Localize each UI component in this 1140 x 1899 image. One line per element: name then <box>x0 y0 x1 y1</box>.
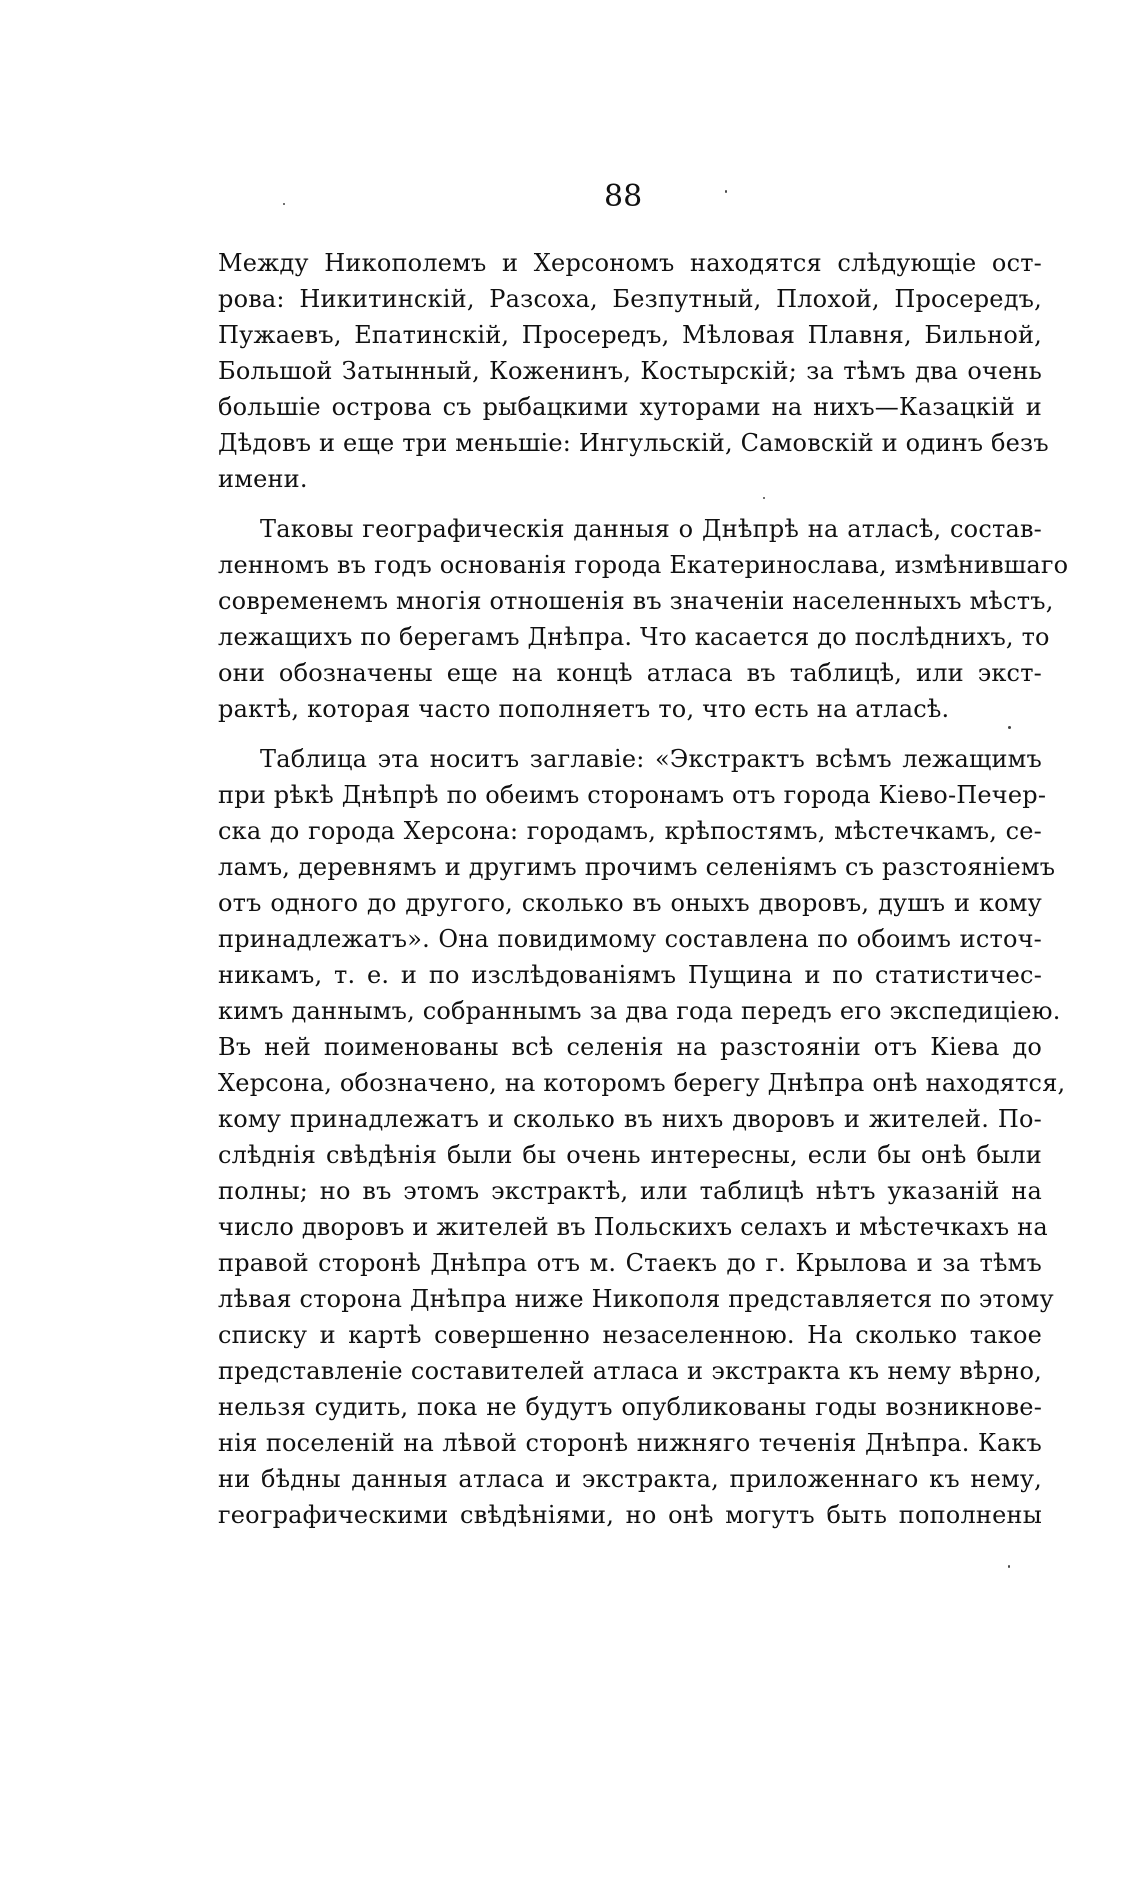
text-line: кому принадлежатъ и сколько въ нихъ дворовъ и жителей. По- <box>218 1105 1042 1133</box>
text-line: слѣднія свѣдѣнія были бы очень интересны, если бы онѣ были <box>218 1141 1042 1169</box>
text-line: имени. <box>218 465 308 493</box>
text-line: ламъ, деревнямъ и другимъ прочимъ селеніямъ съ разстояніемъ <box>218 853 1056 881</box>
text-line: число дворовъ и жителей въ Польскихъ селахъ и мѣстечкахъ на <box>218 1213 1048 1241</box>
scan-speck <box>283 203 285 205</box>
text-line: географическими свѣдѣніями, но онѣ могутъ быть пополнены <box>218 1501 1042 1529</box>
body-text <box>218 245 1069 1533</box>
text-line: никамъ, т. е. и по изслѣдованіямъ Пущина и по статистичес- <box>218 961 1042 989</box>
text-line: нія поселеній на лѣвой сторонѣ нижняго теченія Днѣпра. Какъ <box>218 1429 1042 1457</box>
text-line: большіе острова съ рыбацкими хуторами на нихъ—Казацкій и <box>218 393 1042 421</box>
text-line: лежащихъ по берегамъ Днѣпра. Что касается до послѣднихъ, то <box>218 623 1050 651</box>
text-line: Между Никополемъ и Херсономъ находятся слѣдующіе ост- <box>218 249 1042 277</box>
text-line: Таковы географическія данныя о Днѣпрѣ на атласѣ, состав- <box>260 515 1042 543</box>
text-line: Въ ней поименованы всѣ селенія на разстояніи отъ Кіева до <box>218 1033 1042 1061</box>
text-line: они обозначены еще на концѣ атласа въ таблицѣ, или экст- <box>218 659 1042 687</box>
text-line: ленномъ въ годъ основанія города Екатеринослава, измѣнившаго <box>218 551 1069 579</box>
text-line: современемъ многія отношенія въ значеніи населенныхъ мѣстъ, <box>218 587 1054 615</box>
text-line: Пужаевъ, Епатинскій, Просередъ, Мѣловая Плавня, Бильной, <box>218 321 1042 349</box>
text-line: нельзя судить, пока не будутъ опубликованы годы возникнове- <box>218 1393 1042 1421</box>
scan-speck <box>763 497 765 499</box>
text-line: полны; но въ этомъ экстрактѣ, или таблицѣ нѣтъ указаній на <box>218 1177 1042 1205</box>
text-line: Дѣдовъ и еще три меньшіе: Ингульскій, Самовскій и одинъ безъ <box>218 429 1049 457</box>
text-line: представленіе составителей атласа и экстракта къ нему вѣрно, <box>218 1357 1042 1385</box>
text-line: правой сторонѣ Днѣпра отъ м. Стаекъ до г. Крылова и за тѣмъ <box>218 1249 1042 1277</box>
text-line: при рѣкѣ Днѣпрѣ по обеимъ сторонамъ отъ города Кіево-Печер- <box>218 781 1047 809</box>
scan-speck <box>1008 1565 1010 1568</box>
text-line: рактѣ, которая часто пополняетъ то, что есть на атласѣ. <box>218 695 950 723</box>
text-line: Таблица эта носитъ заглавіе: «Экстрактъ всѣмъ лежащимъ <box>260 745 1042 773</box>
scan-speck <box>1008 726 1011 729</box>
text-line: ска до города Херсона: городамъ, крѣпостямъ, мѣстечкамъ, се- <box>218 817 1042 845</box>
text-line: принадлежатъ». Она повидимому составлена по обоимъ источ- <box>218 925 1042 953</box>
text-line: рова: Никитинскій, Разсоха, Безпутный, Плохой, Просередъ, <box>218 285 1042 313</box>
text-line: лѣвая сторона Днѣпра ниже Никополя представляется по этому <box>218 1285 1054 1313</box>
text-line: ни бѣдны данныя атласа и экстракта, приложеннаго къ нему, <box>218 1465 1042 1493</box>
text-line: отъ одного до другого, сколько въ оныхъ дворовъ, душъ и кому <box>218 889 1042 917</box>
text-line: списку и картѣ совершенно незаселенною. На сколько такое <box>218 1321 1042 1349</box>
page-number: 88 <box>604 179 643 214</box>
text-line: Большой Затынный, Коженинъ, Костырскій; за тѣмъ два очень <box>218 357 1042 385</box>
scan-speck <box>725 190 727 193</box>
text-line: кимъ даннымъ, собраннымъ за два года передъ его экспедиціею. <box>218 997 1061 1025</box>
text-line: Херсона, обозначено, на которомъ берегу Днѣпра онѣ находятся, <box>218 1069 1066 1097</box>
